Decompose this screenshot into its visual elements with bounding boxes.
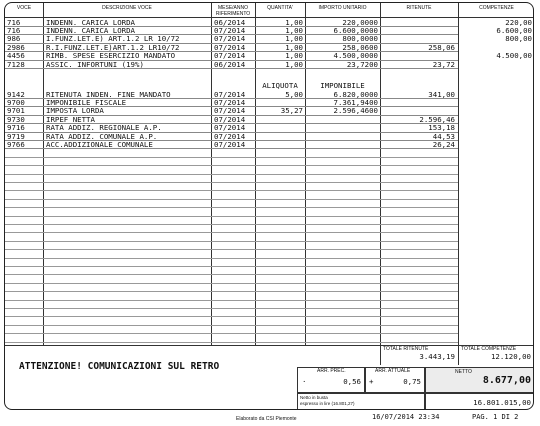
cell-desc: RATA ADDIZ. COMUNALE A.P.: [46, 131, 158, 141]
lire-note-line-1: Netto in busta: [300, 395, 328, 400]
row-rule: [5, 316, 458, 317]
cell-mese: 07/2014: [214, 123, 246, 133]
totale-ritenute-value: 3.443,19: [419, 352, 455, 361]
header-competenze: COMPETENZE: [479, 5, 514, 11]
row-rule: [5, 308, 458, 309]
row-rule: [5, 190, 458, 191]
arr-prec-value: 0,56: [343, 377, 361, 386]
row-rule: [5, 291, 458, 292]
col-line: [380, 3, 381, 365]
header-voce: VOCE: [16, 5, 32, 11]
cell-rit: 23,72: [432, 59, 455, 69]
cell-imp: 6.600,0000: [333, 25, 378, 35]
row-rule: [5, 232, 458, 233]
cell-qta: 1,00: [285, 34, 303, 44]
cell-imp: 6.820,0000: [333, 89, 378, 99]
row-rule: [5, 342, 458, 343]
cell-mese: 07/2014: [214, 25, 246, 35]
cell-desc: ASSIC. INFORTUNI (19%): [46, 59, 144, 69]
row-rule: [5, 325, 458, 326]
cell-mese: 07/2014: [214, 51, 246, 61]
arr-prec-sign: .: [302, 375, 307, 384]
cell-rit: 153,18: [428, 123, 455, 133]
cell-desc: I.FUNZ.LET.E) ART.1.2 LR 10/72: [46, 34, 180, 44]
cell-desc: IMPONIBILE FISCALE: [46, 97, 127, 107]
cell-imp: 800,0000: [342, 34, 378, 44]
subheader-imponibile: IMPONIBILE: [320, 81, 365, 90]
cell-qta: 1,00: [285, 51, 303, 61]
arr-att-sign: +: [369, 377, 374, 386]
cell-voce: 716: [7, 17, 21, 27]
row-rule: [5, 68, 458, 69]
header-ritenute: RITENUTE: [406, 5, 432, 11]
cell-mese: 06/2014: [214, 59, 246, 69]
cell-desc: INDENN. CARICA LORDA: [46, 17, 135, 27]
cell-comp: 4.500,00: [496, 51, 532, 61]
cell-voce: 7128: [7, 59, 25, 69]
cell-imp: 258,0600: [342, 42, 378, 52]
cell-desc: INDENN. CARICA LORDA: [46, 25, 135, 35]
netto-label: NETTO: [455, 369, 472, 375]
row-rule: [5, 241, 458, 242]
cell-voce: 4456: [7, 51, 25, 61]
cell-voce: 2986: [7, 42, 25, 52]
cell-voce: 9701: [7, 106, 25, 116]
arr-prec-label: ARR. PREC.: [317, 368, 346, 374]
totale-competenze-value: 12.120,00: [490, 352, 531, 361]
row-rule: [5, 199, 458, 200]
cell-mese: 07/2014: [214, 131, 246, 141]
cell-imp: 23,7200: [346, 59, 378, 69]
cell-desc: RITENUTA INDEN. FINE MANDATO: [46, 89, 171, 99]
cell-mese: 07/2014: [214, 42, 246, 52]
lire-value: 16.801.015,00: [473, 398, 531, 407]
cell-imp: 7.361,9400: [333, 97, 378, 107]
arr-att-label: ARR. ATTUALE: [375, 368, 411, 374]
footer-page: PAG. 1 DI 2: [472, 413, 519, 421]
cell-mese: 07/2014: [214, 89, 246, 99]
cell-rit: 341,00: [428, 89, 455, 99]
cell-mese: 06/2014: [214, 17, 246, 27]
row-rule: [5, 174, 458, 175]
row-rule: [5, 274, 458, 275]
cell-rit: 26,24: [432, 139, 455, 149]
cell-desc: IRPEF NETTA: [46, 114, 95, 124]
cell-mese: 07/2014: [214, 106, 246, 116]
row-rule: [5, 283, 458, 284]
totals-rule: [5, 345, 534, 346]
cell-comp: 220,00: [505, 17, 532, 27]
cell-voce: 9700: [7, 97, 25, 107]
col-line: [458, 3, 459, 365]
totale-competenze-label: TOTALE COMPETENZE: [461, 346, 517, 352]
header-importo: IMPORTO UNITARIO: [318, 5, 367, 11]
cell-imp: 220,0000: [342, 17, 378, 27]
cell-qta: 35,27: [280, 106, 303, 116]
cell-mese: 07/2014: [214, 97, 246, 107]
cell-rit: 2.596,46: [419, 114, 455, 124]
row-rule: [5, 207, 458, 208]
arr-att-value: 0,75: [403, 377, 421, 386]
cell-voce: 9142: [7, 89, 25, 99]
cell-desc: R.I.FUNZ.LET.E)ART.1.2 LR10/72: [46, 42, 180, 52]
header-quantita: QUANTITA': [267, 5, 293, 11]
subheader-aliquota: ALIQUOTA: [262, 81, 298, 90]
cell-voce: 986: [7, 34, 21, 44]
cell-desc: ACC.ADDIZIONALE COMUNALE: [46, 139, 153, 149]
cell-voce: 9719: [7, 131, 25, 141]
row-rule: [5, 148, 458, 149]
cell-voce: 9716: [7, 123, 25, 133]
notice-text: ATTENZIONE! COMUNICAZIONI SUL RETRO: [19, 361, 220, 372]
cell-comp: 6.600,00: [496, 25, 532, 35]
cell-imp: 4.500,0000: [333, 51, 378, 61]
row-rule: [5, 216, 458, 217]
header-mese: MESE/ANNO RIFERIMENTO: [215, 5, 251, 17]
lire-note-line-2: espresso in lire (16.801,27): [300, 401, 355, 406]
cell-comp: 800,00: [505, 34, 532, 44]
payslip-sheet: [4, 2, 534, 410]
cell-rit: 258,06: [428, 42, 455, 52]
cell-rit: 44,53: [432, 131, 455, 141]
row-rule: [5, 300, 458, 301]
cell-voce: 716: [7, 25, 21, 35]
cell-mese: 07/2014: [214, 114, 246, 124]
row-rule: [5, 224, 458, 225]
row-rule: [5, 165, 458, 166]
cell-qta: 1,00: [285, 42, 303, 52]
cell-imp: 2.596,4600: [333, 106, 378, 116]
cell-mese: 07/2014: [214, 139, 246, 149]
row-rule: [5, 249, 458, 250]
row-rule: [5, 157, 458, 158]
cell-qta: 1,00: [285, 17, 303, 27]
cell-desc: RIMB. SPESE ESERCIZIO MANDATO: [46, 51, 176, 61]
cell-qta: 1,00: [285, 59, 303, 69]
row-rule: [5, 182, 458, 183]
totale-ritenute-label: TOTALE RITENUTE: [383, 346, 429, 352]
footer-elaborato: Elaborato da CSI Piemonte: [236, 416, 297, 422]
row-rule: [5, 258, 458, 259]
row-rule: [5, 333, 458, 334]
cell-desc: RATA ADDIZ. REGIONALE A.P.: [46, 123, 162, 133]
cell-voce: 9766: [7, 139, 25, 149]
row-rule: [5, 266, 458, 267]
cell-desc: IMPOSTA LORDA: [46, 106, 104, 116]
cell-mese: 07/2014: [214, 34, 246, 44]
cell-qta: 5,00: [285, 89, 303, 99]
cell-qta: 1,00: [285, 25, 303, 35]
header-descrizione: DESCRIZIONE VOCE: [102, 5, 152, 11]
netto-value: 8.677,00: [482, 375, 531, 386]
footer-datetime: 16/07/2014 23:34: [372, 413, 440, 421]
cell-voce: 9730: [7, 114, 25, 124]
